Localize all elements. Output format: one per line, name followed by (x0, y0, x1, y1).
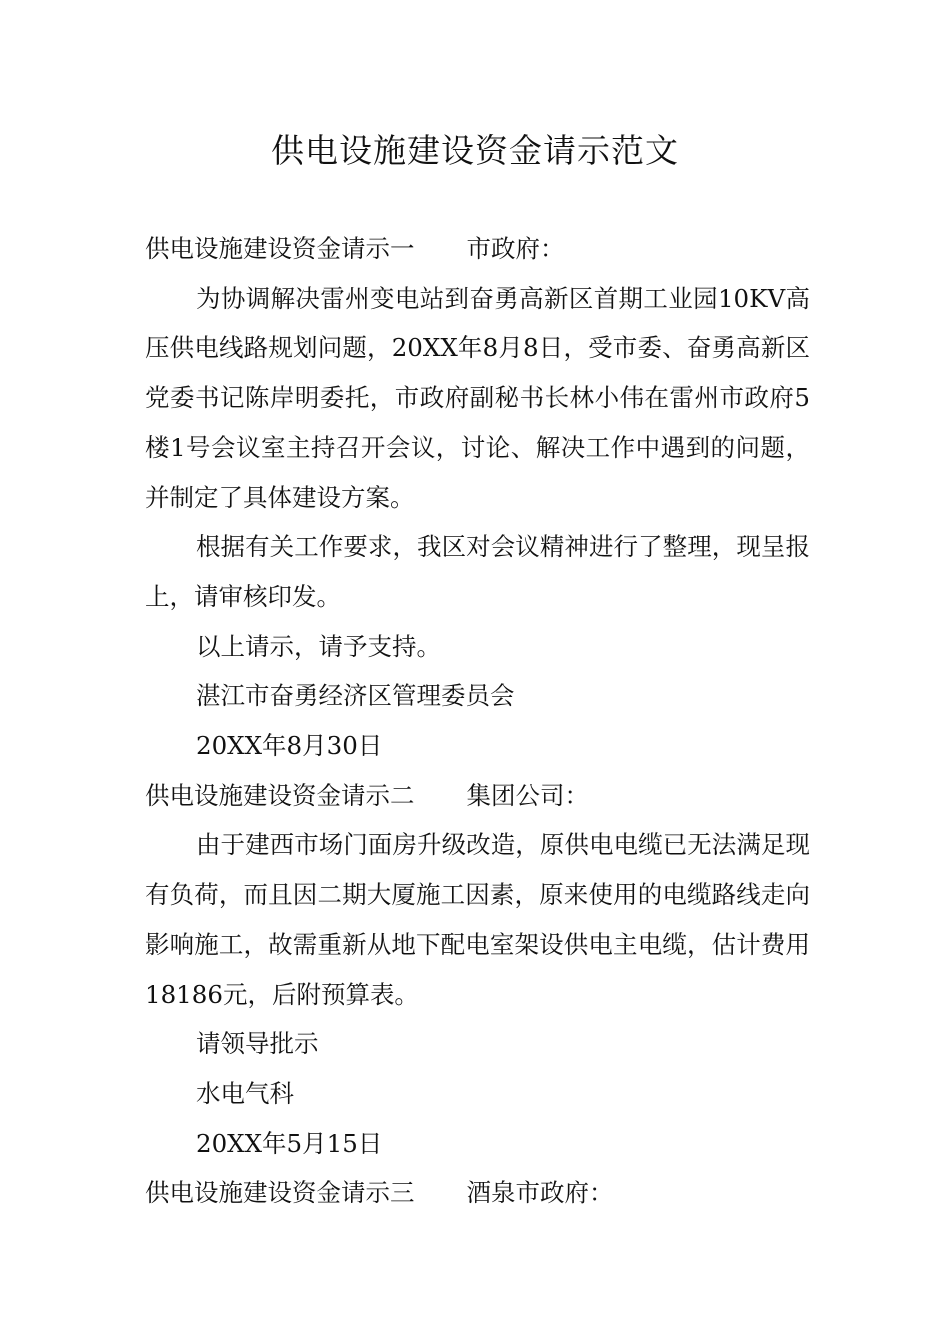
section-heading-label: 供电设施建设资金请示三 (145, 1178, 415, 1208)
body-paragraph: 由于建西市场门面房升级改造，原供电电缆已无法满足现有负荷，而且因二期大厦施工因素，原来使用的电缆路线走向影响施工，故需重新从地下配电室架设供电主电缆，估计费用18186元，后附预算表。 (145, 830, 810, 1009)
body-paragraph: 请领导批示 (196, 1029, 319, 1059)
section-recipient: 集团公司： (466, 780, 589, 810)
section-recipient: 市政府： (466, 234, 565, 263)
section-heading (145, 1168, 810, 1218)
date: 20XX年8月30日 (196, 731, 383, 761)
section-heading (145, 224, 810, 274)
signature: 湛江市奋勇经济区管理委员会 (196, 681, 515, 711)
section-recipient: 酒泉市政府： (466, 1178, 614, 1208)
document-title: 供电设施建设资金请示范文 (271, 131, 679, 170)
section-heading (145, 771, 810, 821)
section-heading-label: 供电设施建设资金请示二 (145, 780, 415, 810)
date: 20XX年5月15日 (196, 1128, 383, 1158)
body-paragraph: 以上请示，请予支持。 (196, 631, 441, 661)
section-heading-label: 供电设施建设资金请示一 (145, 234, 415, 263)
body-paragraph: 根据有关工作要求，我区对会议精神进行了整理，现呈报上，请审核印发。 (145, 532, 810, 611)
body-paragraph: 为协调解决雷州变电站到奋勇高新区首期工业园10KV高压供电线路规划问题，20XX年8月8日，受市委、奋勇高新区党委书记陈岸明委托，市政府副秘书长林小伟在雷州市政府5楼1号会议室主持召开会议，讨论、解决工作中遇到的问题，并制定了具体建设方案。 (145, 283, 810, 512)
signature: 水电气科 (196, 1078, 294, 1108)
document-body (145, 224, 810, 1218)
